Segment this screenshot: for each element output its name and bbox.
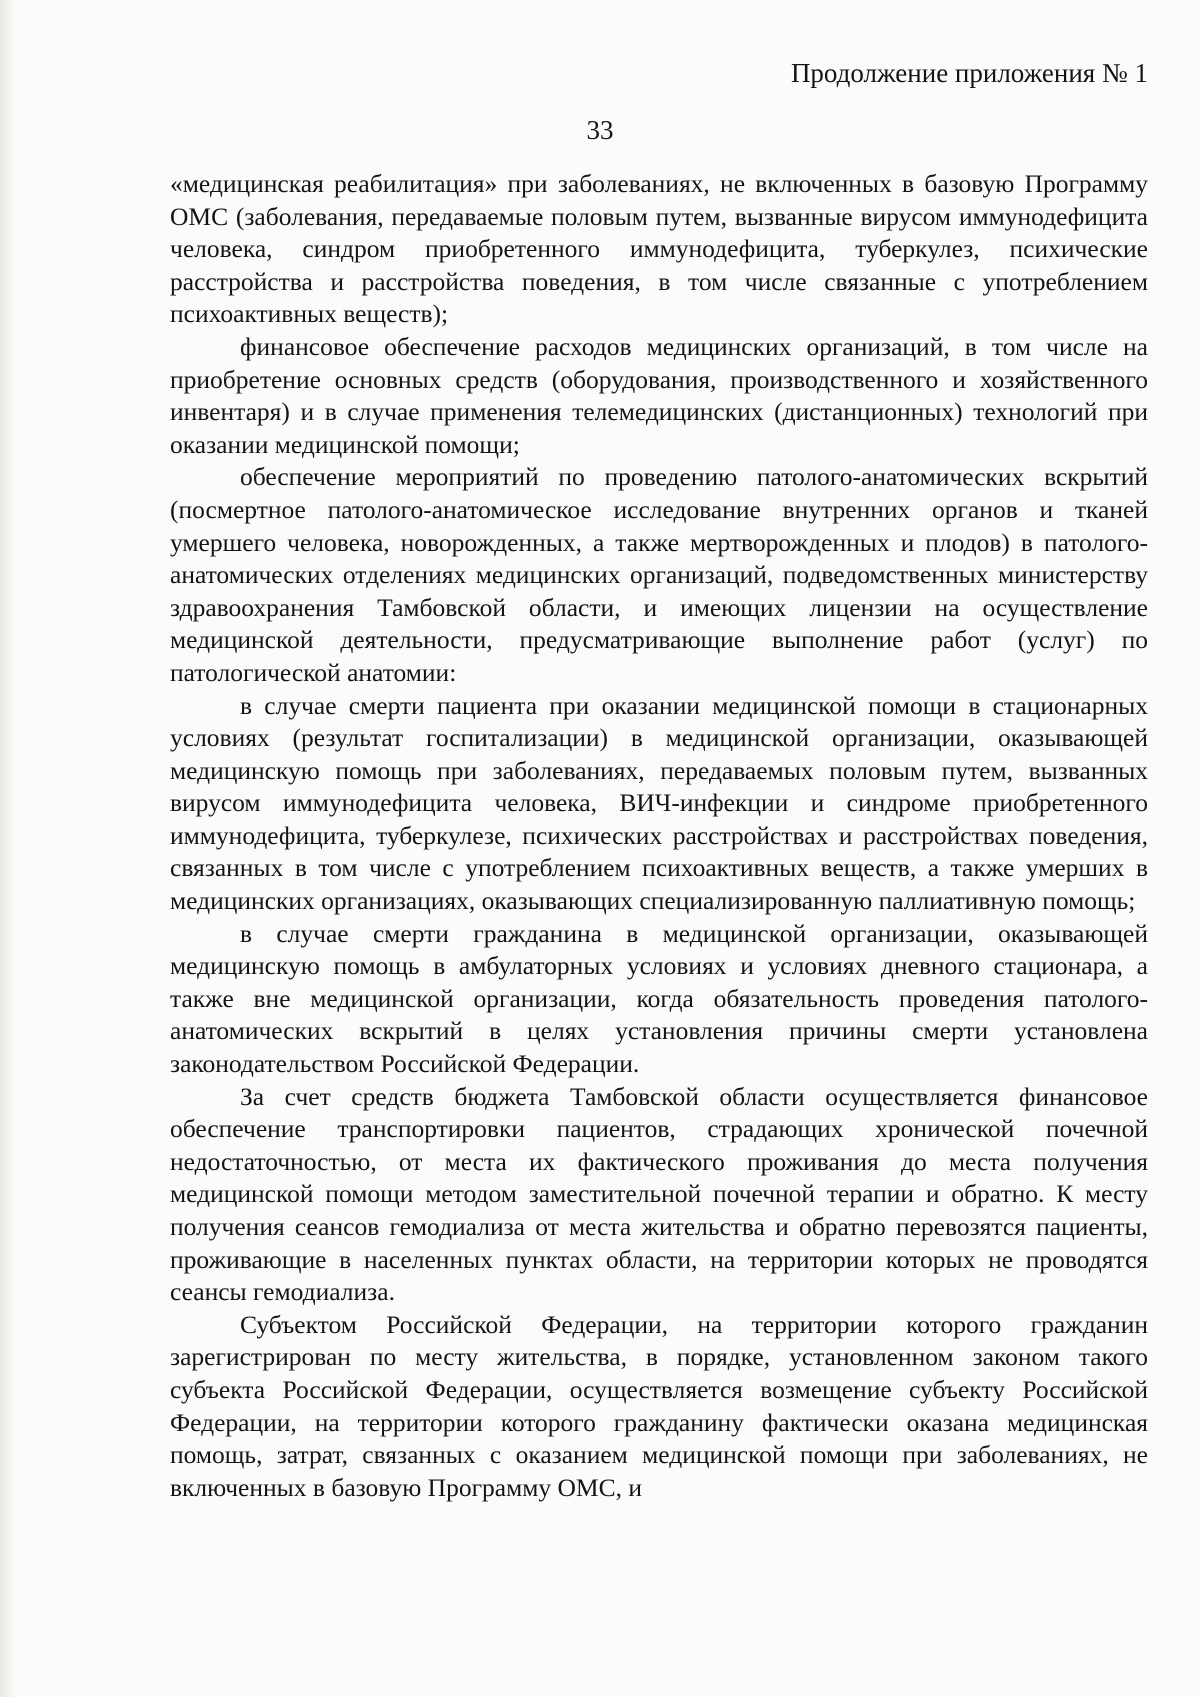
paragraph: За счет средств бюджета Тамбовской области осуществляется финансовое обеспечение транспортировки пациентов, страдающих хронической почечной недостаточностью, от места их фактического проживания до места получения медицинской помощи методом заместительной почечной терапии и обратно. К месту получения сеансов гемодиализа от места жительства и обратно перевозятся пациенты, проживающие в населенных пунктах области, на территории которых не проводятся сеансы гемодиализа. — [170, 1081, 1148, 1307]
paragraph: обеспечение мероприятий по проведению патолого-анатомических вскрытий (посмертное патолого-анатомическое исследование внутренних органов и тканей умершего человека, новорожденных, а также мертворожденных и плодов) в патолого-анатомических отделениях медицинских организаций, подведомственных министерству здравоохранения Тамбовской области, и имеющих лицензии на осуществление медицинской деятельности, предусматривающие выполнение работ (услуг) по патологической анатомии: — [170, 462, 1148, 687]
paragraph: «медицинская реабилитация» при заболеваниях, не включенных в базовую Программу ОМС (заболевания, передаваемые половым путем, вызванные вирусом иммунодефицита человека, синдром приобретенного иммунодефицита, туберкулез, психические расстройства и расстройства поведения, в том числе связанные с употреблением психоактивных веществ); — [170, 169, 1148, 329]
scan-edge-shadow — [0, 0, 14, 1697]
appendix-continuation-header: Продолжение приложения № 1 — [790, 58, 1148, 88]
page-number: 33 — [586, 115, 614, 145]
paragraph: в случае смерти гражданина в медицинской организации, оказывающей медицинскую помощь в амбулаторных условиях и условиях дневного стационара, а также вне медицинской организации, когда обязательность проведения патолого-анатомических вскрытий в целях установления причины смерти установлена законодательством Российской Федерации. — [170, 918, 1148, 1079]
paragraph: Субъектом Российской Федерации, на территории которого гражданин зарегистрирован по месту жительства, в порядке, установленном законом такого субъекта Российской Федерации, осуществляется возмещение субъекту Российской Федерации, на территории которого гражданину фактически оказана медицинская помощь, затрат, связанных с оказанием медицинской помощи при заболеваниях, не включенных в базовую Программу ОМС, и — [170, 1309, 1148, 1502]
paragraph: финансовое обеспечение расходов медицинских организаций, в том числе на приобретение основных средств (оборудования, производственного и хозяйственного инвентаря) и в случае применения телемедицинских (дистанционных) технологий при оказании медицинской помощи; — [170, 331, 1148, 459]
paragraph: в случае смерти пациента при оказании медицинской помощи в стационарных условиях (результат госпитализации) в медицинской организации, оказывающей медицинскую помощь при заболеваниях, передаваемых половым путем, вызванных вирусом иммунодефицита человека, ВИЧ-инфекции и синдроме приобретенного иммунодефицита, туберкулезе, психических расстройствах и расстройствах поведения, связанных в том числе с употреблением психоактивных веществ, а также умерших в медицинских организациях, оказывающих специализированную паллиативную помощь; — [170, 690, 1148, 916]
document-body — [170, 168, 1148, 1504]
